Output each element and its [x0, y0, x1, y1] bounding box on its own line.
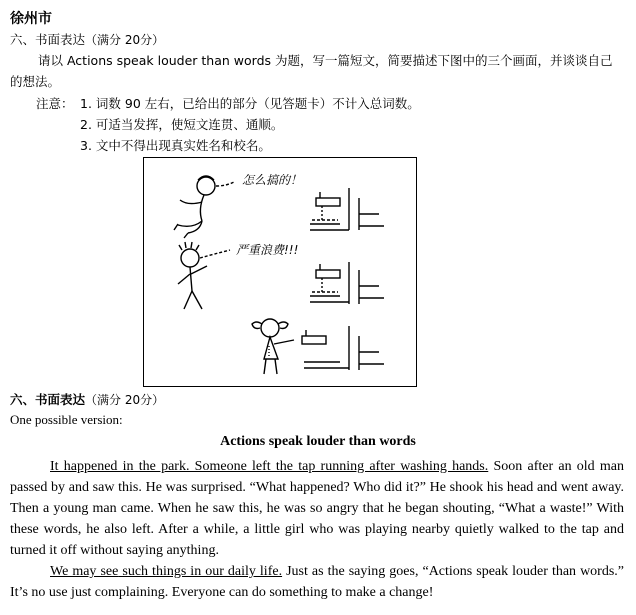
- notes-label: 注意：: [36, 96, 74, 111]
- answer-section-title: 六、书面表达: [10, 392, 86, 407]
- question-score: （满分 20分）: [85, 33, 165, 47]
- panel-2-tap: [310, 262, 384, 304]
- panel-1-tap: [310, 188, 384, 230]
- note-item-2: 2. 可适当发挥，使短文连贯、通顺。: [80, 117, 284, 132]
- version-label: One possible version:: [10, 412, 123, 427]
- essay-p2-text: Just as the saying goes, “Actions speak louder than words.” It’s no use just complaining. Everyone can do something to make a change!: [10, 564, 625, 600]
- panel-2-young-man: [178, 242, 230, 309]
- note-item-3: 3. 文中不得出现真实姓名和校名。: [80, 138, 271, 153]
- panel-2-caption: 严重浪费!!!: [236, 243, 299, 257]
- panel-1-caption: 怎么搞的！: [242, 173, 303, 187]
- essay-p1-text: Soon after an old man passed by and saw this. He was surprised. “What happened? Who did it?” He shook his head and went away. Then a young man came. When he saw this, he was so angry that he began shouting, “What a waste!” With these words, he also left. After a while, a little girl who was playing nearby quietly walked to the tap and turned it off without saying anything.: [10, 459, 625, 558]
- answer-section-heading: [10, 390, 164, 408]
- comic-illustration: [144, 158, 416, 386]
- essay-p2-underlined-a: We may see: [50, 564, 119, 579]
- essay-paragraph-2: [10, 561, 624, 603]
- answer-score: （满分 20分）: [85, 393, 165, 407]
- essay-paragraph-1: [10, 456, 624, 561]
- panel-1-old-man: [174, 176, 234, 238]
- essay-p1-underlined: It happened in the park. Someone left the tap running after washing hands.: [50, 459, 489, 474]
- note-item-1: 1. 词数 90 左右，已给出的部分（见答题卡）不计入总词数。: [80, 96, 420, 111]
- panel-3-tap: [302, 326, 384, 370]
- essay-body: [10, 456, 624, 603]
- city-heading: 徐州市: [10, 11, 52, 27]
- panel-3-little-girl: [252, 319, 294, 374]
- question-section-title: 六、书面表达: [10, 32, 86, 47]
- essay-p2-underlined-b: such things in our daily life.: [118, 564, 283, 579]
- question-prompt: 请以 Actions speak louder than words 为题，写一篇短文，简要描述下图中的三个画面，并谈谈自己的想法。: [10, 53, 613, 89]
- comic-figure: [143, 157, 417, 387]
- question-section-heading: [10, 30, 164, 48]
- essay-title: Actions speak louder than words: [220, 434, 416, 449]
